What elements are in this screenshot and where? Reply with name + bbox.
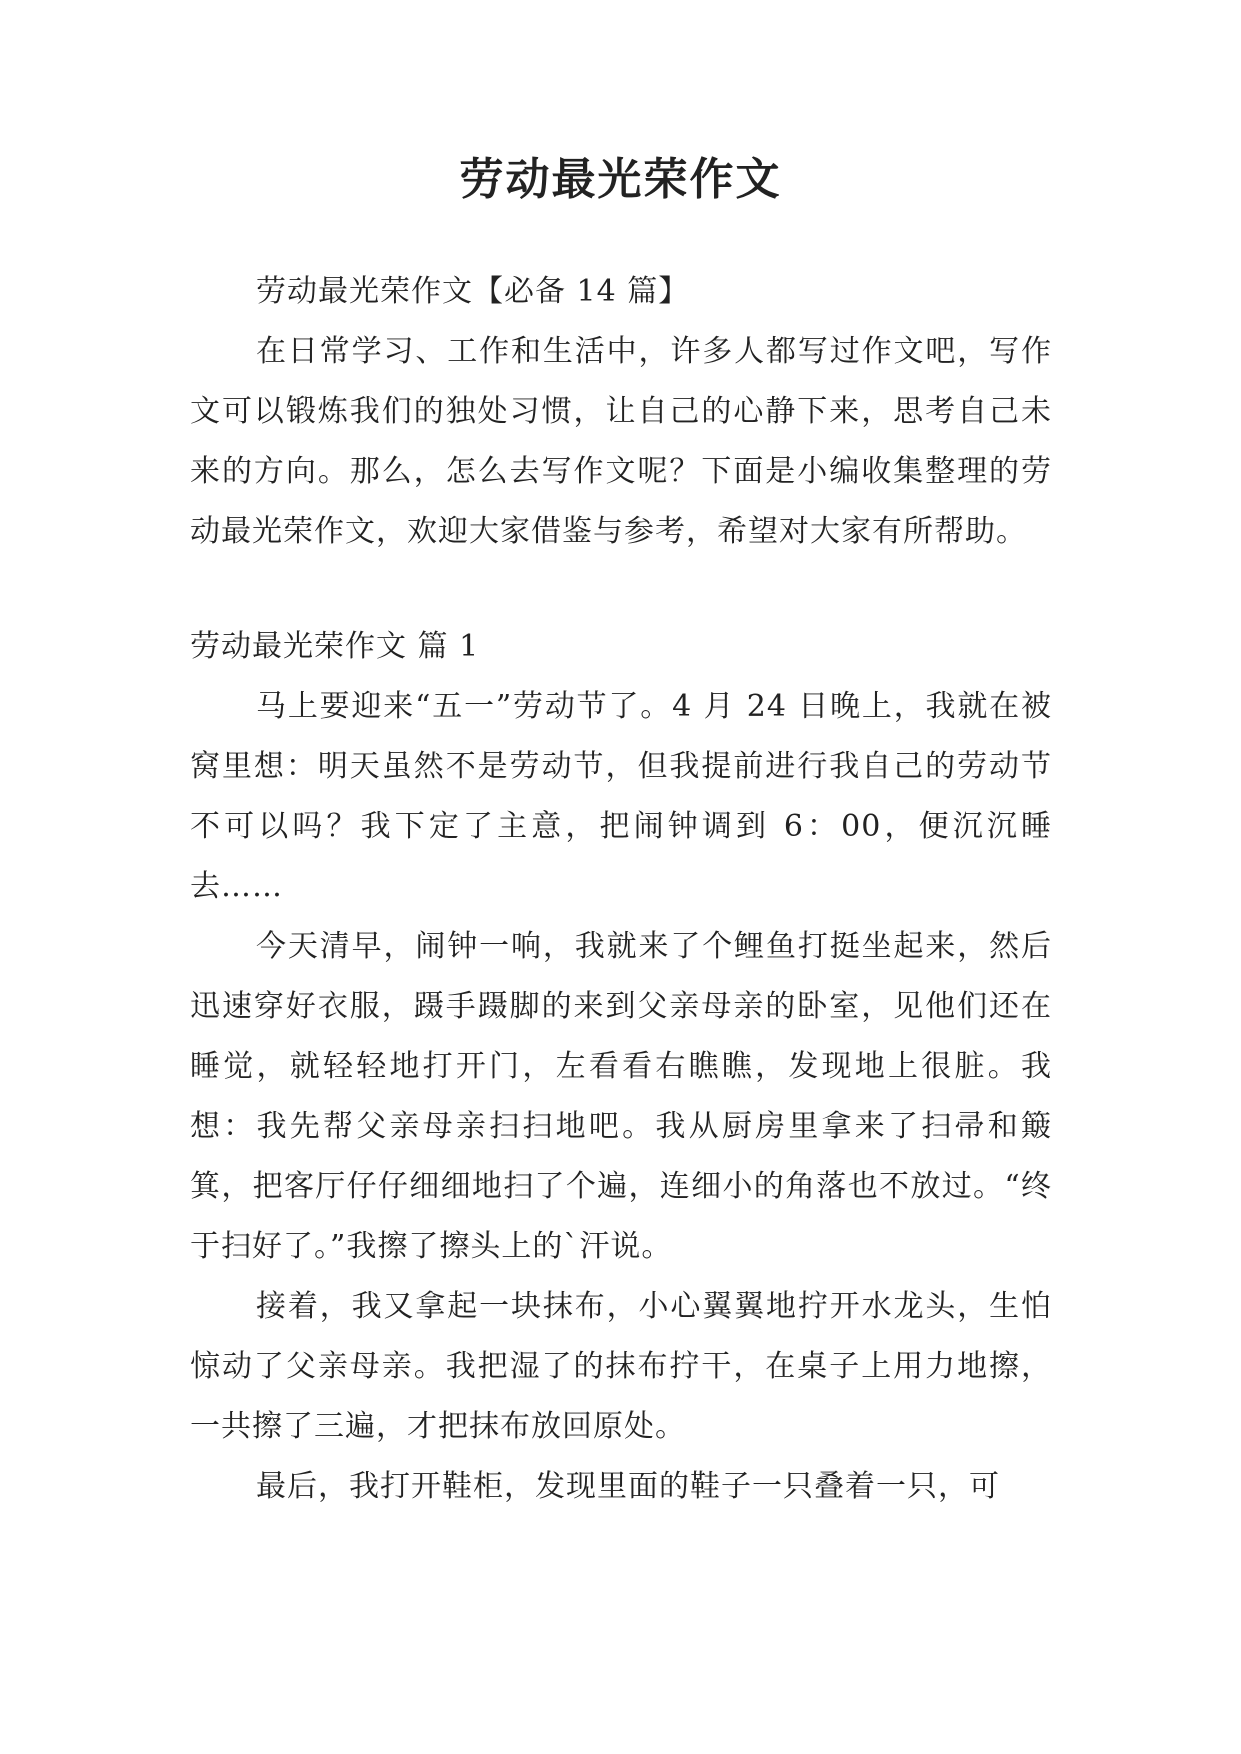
section-1-heading: 劳动最光荣作文 篇 1 (190, 629, 480, 664)
document-title: 劳动最光荣作文 (459, 154, 782, 205)
section-1-paragraph-4: 最后，我打开鞋柜，发现里面的鞋子一只叠着一只，可 (256, 1469, 1000, 1504)
section-1-paragraph-1: 马上要迎来“五一”劳动节了。4 月 24 日晚上，我就在被窝里想：明天虽然不是劳动节，但我提前进行我自己的劳动节不可以吗？我下定了主意，把闹钟调到 6：00，便沉沉睡去…… (190, 689, 1052, 904)
document-body (190, 262, 1052, 1517)
section-1-paragraph-2: 今天清早，闹钟一响，我就来了个鲤鱼打挺坐起来，然后迅速穿好衣服，蹑手蹑脚的来到父亲母亲的卧室，见他们还在睡觉，就轻轻地打开门，左看看右瞧瞧，发现地上很脏。我想：我先帮父亲母亲扫扫地吧。我从厨房里拿来了扫帚和簸箕，把客厅仔仔细细地扫了个遍，连细小的角落也不放过。“终于扫好了。”我擦了擦头上的`汗说。 (190, 929, 1052, 1264)
intro-heading: 劳动最光荣作文【必备 14 篇】 (256, 274, 690, 309)
intro-paragraph: 在日常学习、工作和生活中，许多人都写过作文吧，写作文可以锻炼我们的独处习惯，让自己的心静下来，思考自己未来的方向。那么，怎么去写作文呢？下面是小编收集整理的劳动最光荣作文，欢迎大家借鉴与参考，希望对大家有所帮助。 (190, 334, 1052, 549)
section-1-paragraph-3: 接着，我又拿起一块抹布，小心翼翼地拧开水龙头，生怕惊动了父亲母亲。我把湿了的抹布拧干，在桌子上用力地擦，一共擦了三遍，才把抹布放回原处。 (190, 1289, 1052, 1444)
